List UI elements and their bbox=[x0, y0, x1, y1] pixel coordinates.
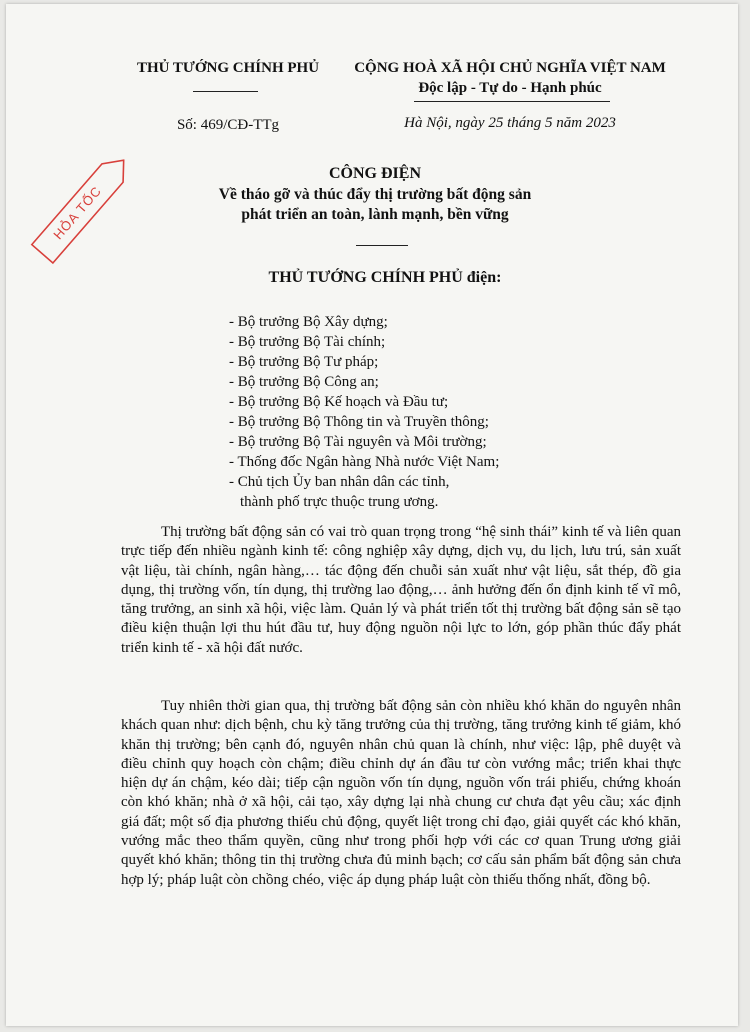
recipient-item: - Thống đốc Ngân hàng Nhà nước Việt Nam; bbox=[229, 454, 500, 470]
recipient-item: - Bộ trưởng Bộ Công an; bbox=[229, 374, 379, 390]
addressee-heading: THỦ TƯỚNG CHÍNH PHỦ điện: bbox=[268, 269, 502, 286]
motto-underline bbox=[414, 101, 610, 102]
document-type: CÔNG ĐIỆN bbox=[328, 165, 421, 182]
recipient-item: - Bộ trưởng Bộ Xây dựng; bbox=[229, 314, 388, 330]
recipient-item: - Bộ trưởng Bộ Tài chính; bbox=[229, 334, 386, 350]
national-title: CỘNG HOÀ XÃ HỘI CHỦ NGHĨA VIỆT NAM bbox=[354, 60, 666, 76]
subject-line-1: Về tháo gỡ và thúc đẩy thị trường bất động sản bbox=[218, 186, 532, 203]
body-paragraph-2: Tuy nhiên thời gian qua, thị trường bất động sản còn nhiều khó khăn do nguyên nhân khách quan như: dịch bệnh, chu kỳ tăng trưởng của thị trường, tăng trưởng kinh tế giảm, khó khăn thị trường; bên cạnh đó, nguyên nhân chủ quan là chính, như việc: lập, phê duyệt và điều chỉnh quy hoạch còn chậm; điều chỉnh dự án đầu tư còn vướng mắc; triển khai thực hiện dự án chậm, kéo dài; tiếp cận nguồn vốn tín dụng, nguồn vốn trái phiếu, chứng khoán còn khó khăn; nhà ở xã hội, cải tạo, xây dựng lại nhà chung cư chưa đạt yêu cầu; xác định giá đất; một số địa phương thiếu chủ động, quyết liệt trong chỉ đạo, giải quyết các khó khăn, vướng mắc theo thẩm quyền, cũng như trong phối hợp với các cơ quan Trung ương giải quyết khó khăn; thông tin thị trường chưa đủ minh bạch; cơ cấu sản phẩm bất động sản chưa hợp lý; pháp luật còn chồng chéo, việc áp dụng pháp luật còn thiếu thống nhất, đồng bộ. bbox=[121, 698, 681, 888]
body-paragraph-1: Thị trường bất động sản có vai trò quan trọng trong “hệ sinh thái” kinh tế và liên quan trực tiếp đến nhiều ngành kinh tế: công nghiệp xây dựng, dịch vụ, du lịch, lưu trú, sản xuất vật liệu, tài chính, ngân hàng,… tác động đến chuỗi sản xuất như vật liệu, sắt thép, đồ gia dụng, thị trường vốn, tín dụng, thị trường lao động,… ảnh hưởng đến ổn định kinh tế vĩ mô, tăng trưởng, an sinh xã hội, việc làm. Quản lý và phát triển tốt thị trường bất động sản sẽ tạo điều kiện thuận lợi thu hút đầu tư, huy động nguồn nội lực to lớn, góp phần thúc đẩy phát triển kinh tế - xã hội đất nước. bbox=[121, 524, 681, 656]
national-motto: Độc lập - Tự do - Hạnh phúc bbox=[418, 80, 602, 96]
recipient-item: - Bộ trưởng Bộ Thông tin và Truyền thông; bbox=[229, 414, 489, 430]
stamp-text: HỎA TỐC bbox=[50, 183, 105, 243]
issuing-organization: THỦ TƯỚNG CHÍNH PHỦ bbox=[136, 60, 320, 76]
place-and-date: Hà Nội, ngày 25 tháng 5 năm 2023 bbox=[404, 115, 616, 131]
organization-underline bbox=[193, 91, 258, 92]
recipient-item: - Bộ trưởng Bộ Tư pháp; bbox=[229, 354, 379, 370]
title-underline bbox=[356, 245, 408, 246]
document-number: Số: 469/CĐ-TTg bbox=[176, 117, 280, 133]
recipient-item: - Bộ trưởng Bộ Kế hoạch và Đầu tư; bbox=[229, 394, 449, 410]
recipient-item: thành phố trực thuộc trung ương. bbox=[240, 494, 439, 510]
recipient-item: - Chủ tịch Ủy ban nhân dân các tỉnh, bbox=[229, 474, 450, 490]
subject-line-2: phát triển an toàn, lành mạnh, bền vững bbox=[241, 206, 509, 223]
recipient-item: - Bộ trưởng Bộ Tài nguyên và Môi trường; bbox=[229, 434, 487, 450]
